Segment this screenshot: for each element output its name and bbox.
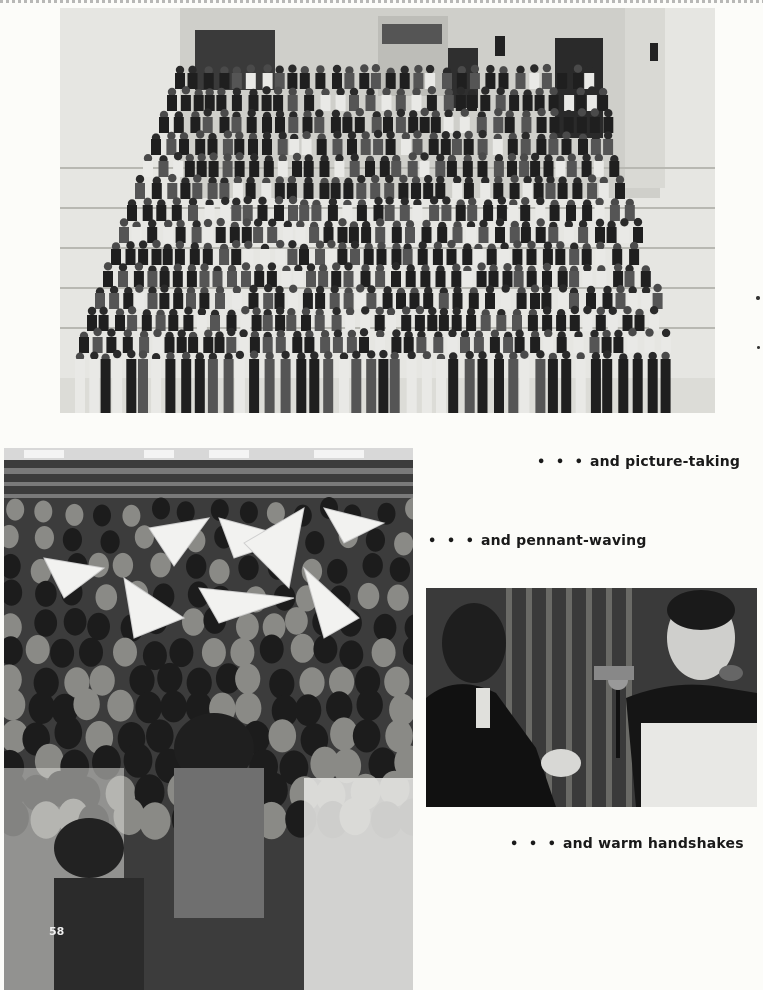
caption-dots: • • • xyxy=(537,455,586,470)
caption-picture-taking xyxy=(537,454,740,470)
caption-text: and pennant-waving xyxy=(480,533,647,549)
group-photo-image xyxy=(60,8,715,413)
caption-dots: • • • xyxy=(510,837,559,852)
group-photo-on-steps xyxy=(60,8,715,413)
caption-pennant-waving xyxy=(428,533,647,549)
crowd-photo-image xyxy=(4,448,413,990)
crowd-pennant-photo xyxy=(4,448,413,990)
scan-speck xyxy=(756,296,760,300)
scan-speck xyxy=(757,346,760,349)
scan-edge xyxy=(0,0,763,3)
caption-warm-handshakes xyxy=(510,836,744,852)
caption-dots: • • • xyxy=(428,534,477,549)
handshake-photo-image xyxy=(426,588,757,807)
handshake-photo xyxy=(426,588,757,807)
caption-text: and picture-taking xyxy=(589,454,741,470)
caption-text: and warm handshakes xyxy=(562,836,744,852)
page-number: 58 xyxy=(49,925,65,938)
